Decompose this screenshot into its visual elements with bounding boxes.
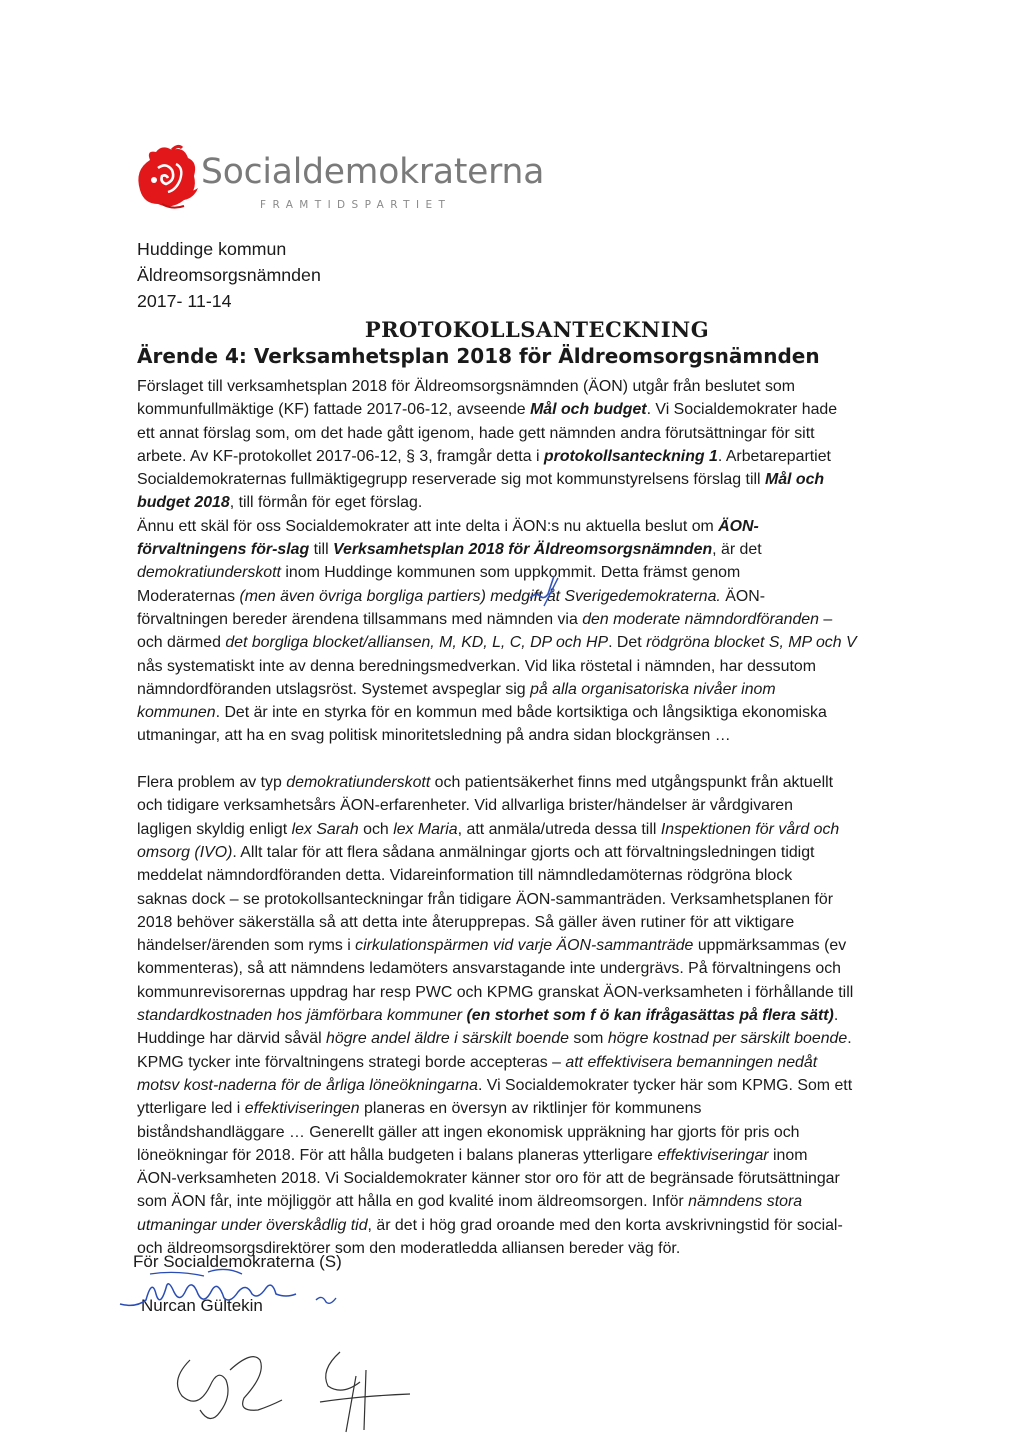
text-segment: 2018 behöver säkerställa så att detta inte återupprepas. Så gäller även rutiner för att viktigare	[137, 913, 795, 931]
body-line	[137, 445, 897, 468]
text-segment: ytterligare led i	[137, 1100, 245, 1118]
body-line	[137, 398, 897, 421]
text-segment: cirkulationspärmen vid varje ÄON-sammanträde	[355, 937, 694, 955]
text-segment: Moderaternas	[137, 587, 240, 605]
body-line	[137, 957, 897, 980]
text-segment: saknas dock – se protokollsanteckningar från tidigare ÄON-sammanträden. Verksamhetsplanen för	[137, 890, 834, 908]
text-segment: , är det i hög grad oroande med den korta avskrivningstid för social-	[367, 1216, 843, 1234]
text-segment: till	[309, 541, 334, 559]
text-segment: rödgröna blocket S, MP och V	[646, 634, 857, 652]
body-line	[137, 1051, 897, 1074]
body-line	[137, 422, 897, 445]
text-segment: och tidigare verksamhetsårs ÄON-erfarenheter. Vid allvarliga brister/händelser är vårdgivaren	[137, 797, 793, 815]
document-title: PROTOKOLLSANTECKNING	[364, 317, 710, 342]
text-segment: Huddinge har därvid såväl	[137, 1030, 327, 1048]
text-segment: löneökningar för 2018. För att hålla budgeten i balans planeras ytterligare	[137, 1146, 658, 1164]
text-segment: motsv kost-naderna för de årliga löneökningarna	[137, 1076, 478, 1094]
text-segment: biståndshandläggare … Generellt gäller att ingen ekonomisk uppräkning har gjorts för pris och	[137, 1123, 800, 1141]
body-line	[137, 678, 897, 701]
logo-name: Socialdemokraterna	[201, 152, 545, 192]
body-line	[137, 585, 897, 608]
document-header	[137, 236, 321, 314]
text-segment: effektiviseringar	[657, 1146, 769, 1164]
text-segment: budget 2018	[137, 494, 230, 512]
body-line	[137, 491, 897, 514]
body-line	[137, 701, 897, 724]
body-line	[137, 608, 897, 631]
body-line	[137, 1074, 897, 1097]
text-segment: nämndens stora	[688, 1193, 803, 1211]
text-segment: Verksamhetsplan 2018 för Äldreomsorgsnämnden	[333, 541, 713, 559]
body-line	[137, 934, 897, 957]
body-line	[137, 724, 897, 747]
body-line	[137, 1167, 897, 1190]
text-segment: ÄON-	[720, 587, 765, 605]
body-line	[137, 1004, 897, 1027]
rose-logo-icon	[132, 140, 212, 215]
text-segment: KPMG tycker inte förvaltningens strategi borde accepteras –	[137, 1053, 566, 1071]
body-line	[137, 538, 897, 561]
text-segment: utmaningar under överskådlig tid	[137, 1216, 368, 1234]
text-segment: förvaltningen bereder ärendena tillsammans med nämnden via	[137, 610, 583, 628]
text-segment: att effektivisera bemanningen nedåt	[565, 1053, 818, 1071]
text-segment: förvaltningens för-slag	[137, 541, 310, 559]
body-line	[137, 771, 897, 794]
body-line	[137, 561, 897, 584]
text-segment: Socialdemokraternas fullmäktigegrupp reserverade sig mot kommunstyrelsens förslag till	[137, 471, 765, 489]
text-segment: nås systematiskt inte av denna beredningsmedverkan. Vid lika röstetal i nämnden, har dessutom	[137, 657, 816, 675]
text-segment: lex Sarah	[291, 820, 359, 838]
text-segment: inom	[768, 1146, 808, 1164]
text-segment: . Det	[608, 634, 647, 652]
text-segment: effektiviseringen	[244, 1100, 360, 1118]
text-segment: och	[358, 820, 394, 838]
body-line	[137, 911, 897, 934]
text-segment: demokratiunderskott	[137, 564, 281, 582]
case-title: Ärende 4: Verksamhetsplan 2018 för Äldreomsorgsnämnden	[137, 344, 820, 368]
text-segment: meddelat nämndordföranden detta. Vidareinformation till nämndledamöternas rödgröna block	[137, 867, 793, 885]
text-segment: kommunfullmäktige (KF) fattade 2017-06-12, avseende	[137, 401, 531, 419]
party-logo	[132, 140, 545, 220]
text-segment: på alla organisatoriska nivåer inom	[530, 680, 776, 698]
text-segment: nämndordföranden utslagsröst. Systemet avspeglar sig	[137, 680, 531, 698]
text-segment: kommenteras), så att nämndens ledamöters ansvarstagande inte undergrävs. På förvaltningens och	[137, 960, 841, 978]
text-segment: . Arbetarepartiet	[717, 447, 831, 465]
text-segment: som ÄON får, inte möjliggör att hålla en god kvalité inom äldreomsorgen. Inför	[137, 1193, 689, 1211]
signature-for-line: För Socialdemokraterna (S)	[133, 1252, 342, 1271]
text-segment: standardkostnaden hos jämförbara kommuner	[137, 1007, 463, 1025]
text-segment: (men även övriga borgliga partiers) medgift åt Sverigedemokraterna.	[239, 587, 721, 605]
text-segment: som	[568, 1030, 608, 1048]
body-line	[137, 631, 897, 654]
paragraph-gap	[137, 748, 897, 771]
text-segment: Ännu ett skäl för oss Socialdemokrater att inte delta i ÄON:s nu aktuella beslut om	[137, 517, 719, 535]
body-line	[137, 375, 897, 398]
body-line	[137, 888, 897, 911]
text-segment: utmaningar, att ha en svag politisk minoritetsledning på andra sidan blockgränsen …	[137, 727, 731, 745]
text-segment: , att anmäla/utreda dessa till	[457, 820, 661, 838]
text-segment: , är det	[712, 541, 762, 559]
handwritten-signature	[116, 1264, 346, 1326]
text-segment: ÄON-	[718, 517, 759, 535]
body-line	[137, 981, 897, 1004]
text-segment: , till förmån för eget förslag.	[229, 494, 423, 512]
body-line	[137, 818, 897, 841]
committee: Äldreomsorgsnämnden	[137, 265, 321, 285]
handwritten-annotation	[524, 574, 570, 608]
text-segment: –	[818, 610, 833, 628]
body-line	[137, 794, 897, 817]
signer-name: Nurcan Gültekin	[141, 1296, 263, 1315]
body-line	[137, 655, 897, 678]
body-line	[137, 1190, 897, 1213]
text-segment: det borgliga blocket/alliansen, M, KD, L, C, DP och HP	[225, 634, 609, 652]
text-segment: . Allt talar för att flera sådana anmälningar gjorts och att förvaltningsledningen tidigt	[232, 843, 815, 861]
text-segment: och äldreomsorgsdirektörer som den moderatledda alliansen bereder väg för.	[137, 1239, 681, 1257]
text-segment: omsorg (IVO)	[137, 843, 233, 861]
text-segment: och patientsäkerhet finns med utgångspunkt från aktuellt	[430, 774, 834, 792]
text-segment: .	[847, 1030, 852, 1048]
document-date: 2017- 11-14	[137, 291, 232, 311]
text-segment: uppmärksammas (ev	[693, 937, 847, 955]
body-line	[137, 468, 897, 491]
text-segment: . Vi Socialdemokrater hade	[646, 401, 838, 419]
document-body	[137, 375, 897, 1260]
text-segment: lex Maria	[393, 820, 458, 838]
text-segment: protokollsanteckning 1	[543, 447, 718, 465]
body-line	[137, 1214, 897, 1237]
body-line	[137, 1097, 897, 1120]
text-segment: demokratiunderskott	[286, 774, 431, 792]
municipality: Huddinge kommun	[137, 239, 287, 259]
text-segment: planeras en översyn av riktlinjer för kommunens	[359, 1100, 702, 1118]
body-line	[137, 515, 897, 538]
text-segment: Inspektionen för vård och	[660, 820, 840, 838]
body-line	[137, 1144, 897, 1167]
text-segment: lagligen skyldig enligt	[137, 820, 292, 838]
text-segment: Mål och	[764, 471, 825, 489]
text-segment: arbete. Av KF-protokollet 2017-06-12, § 3, framgår detta i	[137, 447, 544, 465]
body-line	[137, 864, 897, 887]
text-segment: kommunen	[137, 704, 216, 722]
initials-marks	[170, 1340, 430, 1440]
text-segment: inom Huddinge kommunen som uppkommit. Detta främst genom	[280, 564, 741, 582]
text-segment: högre kostnad per särskilt boende	[607, 1030, 848, 1048]
text-segment: högre andel äldre i särskilt boende	[326, 1030, 569, 1048]
text-segment: .	[833, 1007, 839, 1025]
text-segment: Mål och budget	[530, 401, 647, 419]
text-segment: den moderate nämndordföranden	[582, 610, 819, 628]
text-segment: ÄON-verksamheten 2018. Vi Socialdemokrater känner stor oro för att de begränsade förutsättningar	[137, 1170, 840, 1188]
text-segment: (en storhet som f ö kan ifrågasättas på flera sätt)	[466, 1007, 834, 1025]
text-segment: ett annat förslag som, om det hade gått igenom, hade gett nämnden andra förutsättningar för sitt	[137, 424, 815, 442]
text-segment: Förslaget till verksamhetsplan 2018 för Äldreomsorgsnämnden (ÄON) utgår från beslutet som	[137, 378, 795, 395]
text-segment: . Vi Socialdemokrater tycker här som KPMG. Som ett	[477, 1076, 853, 1094]
body-line	[137, 1027, 897, 1050]
text-segment: kommunrevisorernas uppdrag har resp PWC och KPMG granskat ÄON-verksamheten i förhållande till	[137, 983, 854, 1001]
body-line	[137, 841, 897, 864]
text-segment: händelser/ärenden som ryms i	[137, 937, 356, 955]
text-segment: och därmed	[137, 634, 226, 652]
body-line	[137, 1121, 897, 1144]
text-segment: Flera problem av typ	[137, 774, 287, 792]
text-segment: . Det är inte en styrka för en kommun med både kortsiktiga och långsiktiga ekonomiska	[215, 704, 827, 722]
logo-tagline: FRAMTIDSPARTIET	[260, 199, 452, 211]
